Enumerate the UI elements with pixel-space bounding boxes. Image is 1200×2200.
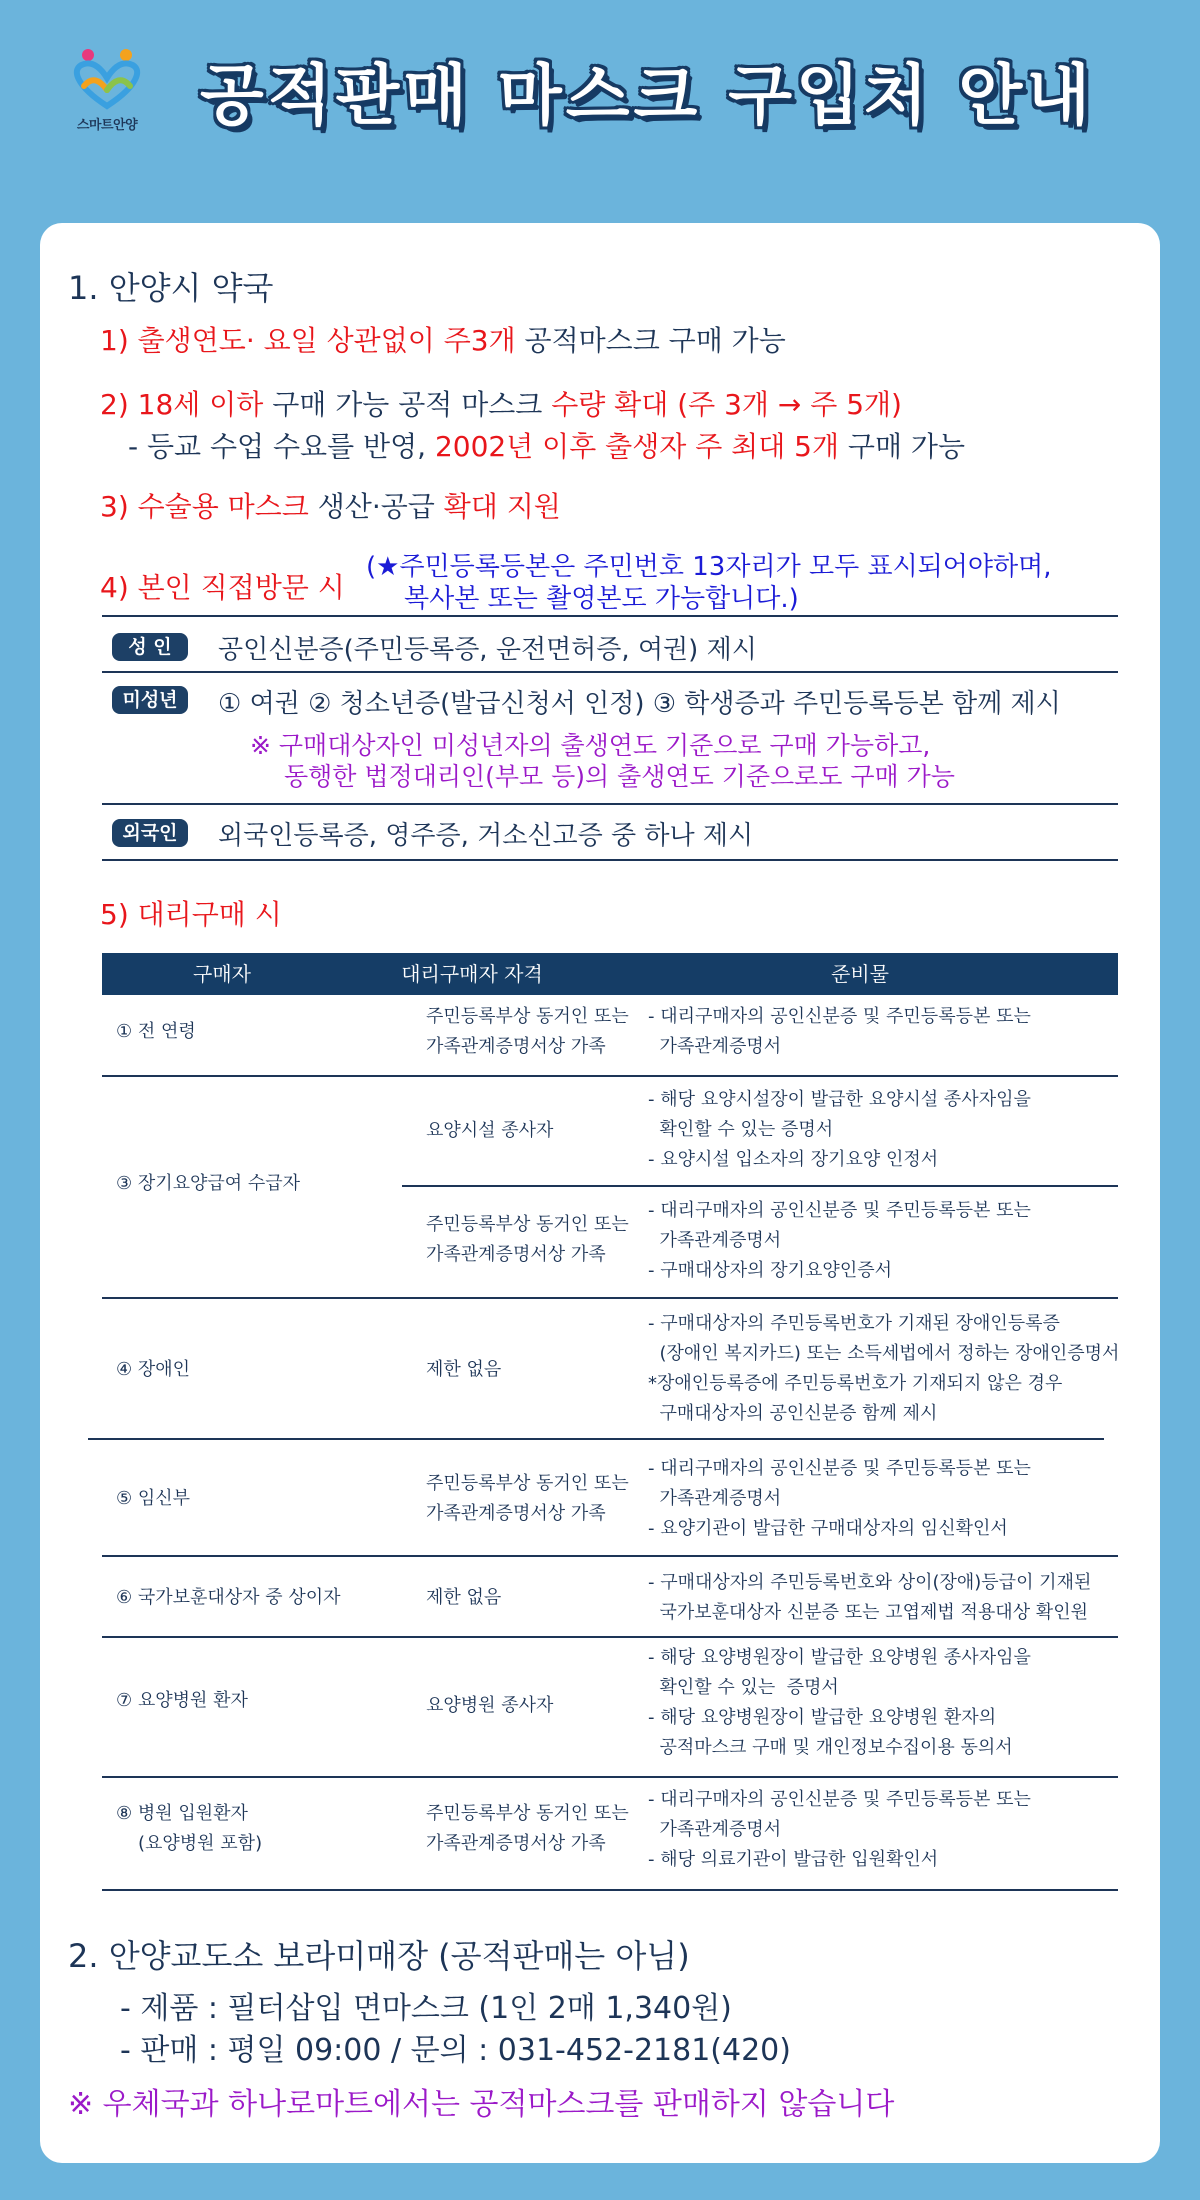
table-row-prep: - 구매대상자의 주민등록번호와 상이(장애)등급이 기재된 국가보훈대상자 신분증 또는 고엽제법 적용대상 확인원 <box>648 1572 1092 1623</box>
logo-text: 스마트안양 <box>76 118 138 133</box>
th-buyer: 구매자 <box>193 962 251 986</box>
table-row-qual: 주민등록부상 동거인 또는 가족관계증명서상 가족 <box>426 1006 629 1057</box>
table-row-qual: 주민등록부상 동거인 또는 가족관계증명서상 가족 <box>426 1803 629 1854</box>
divider <box>102 859 1118 861</box>
table-row-buyer: ⑤ 임신부 <box>116 1488 191 1509</box>
item4-note-line1: (★주민등록등본은 주민번호 13자리가 모두 표시되어야하며, <box>366 552 1052 582</box>
item4-note-line2: 복사본 또는 촬영본도 가능합니다.) <box>404 584 799 614</box>
item2 <box>100 383 902 423</box>
minor-note-line1: ※ 구매대상자인 미성년자의 출생연도 기준으로 구매 가능하고, <box>250 731 931 760</box>
table-row-prep: - 대리구매자의 공인신분증 및 주민등록등본 또는 가족관계증명서 - 구매대상자의 장기요양인증서 <box>648 1200 1031 1281</box>
section2-product: - 제품 : 필터삽입 면마스크 (1인 2매 1,340원) <box>120 1991 732 2026</box>
table-row-buyer: ① 전 연령 <box>116 1021 196 1042</box>
adult-requirement: 공인신분증(주민등록증, 운전면허증, 여권) 제시 <box>218 635 757 665</box>
th-qualification: 대리구매자 자격 <box>401 962 543 986</box>
item2-sub-a: - 등교 수업 수요를 반영, <box>128 430 435 463</box>
item2-quantity: 수량 확대 (주 3개 → 주 5개) <box>551 388 902 421</box>
table-row-prep: - 대리구매자의 공인신분증 및 주민등록등본 또는 가족관계증명서 - 해당 의료기관이 발급한 입원확인서 <box>648 1789 1031 1870</box>
item2-sub-b: 2002년 이후 출생자 주 최대 5개 <box>434 430 840 463</box>
table-row-buyer: ⑧ 병원 입원환자 (요양병원 포함) <box>116 1803 263 1854</box>
item1-text: 공적마스크 구매 가능 <box>515 324 786 357</box>
header <box>0 0 1200 200</box>
section1-title: 1. 안양시 약국 <box>68 269 274 307</box>
th-preparation: 준비물 <box>831 962 889 986</box>
table-row-prep: - 구매대상자의 주민등록번호가 기재된 장애인등록증 (장애인 복지카드) 또는 소득세법에서 정하는 장애인증명서 *장애인등록증에 주민등록번호가 기재되지 않은 경우 구매대상자의 공인신분증 함께 제시 <box>648 1313 1120 1424</box>
item5: 5) 대리구매 시 <box>100 898 282 931</box>
logo-heart-icon <box>66 46 148 116</box>
table-row-prep: - 대리구매자의 공인신분증 및 주민등록등본 또는 가족관계증명서 <box>648 1006 1031 1057</box>
table-row-prep: - 대리구매자의 공인신분증 및 주민등록등본 또는 가족관계증명서 - 요양기관이 발급한 구매대상자의 임신확인서 <box>648 1458 1031 1539</box>
table-row-buyer: ③ 장기요양급여 수급자 <box>116 1173 301 1194</box>
item4-label: 4) 본인 직접방문 시 <box>100 571 345 604</box>
divider <box>102 615 1118 617</box>
foreigner-requirement: 외국인등록증, 영주증, 거소신고증 중 하나 제시 <box>218 821 754 851</box>
table-row-buyer: ⑥ 국가보훈대상자 중 상이자 <box>116 1587 341 1608</box>
minor-note-line2: 동행한 법정대리인(부모 등)의 출생연도 기준으로도 구매 가능 <box>284 762 955 791</box>
minor-requirement: ① 여권 ② 청소년증(발급신청서 인정) ③ 학생증과 주민등록등본 함께 제시 <box>218 689 1061 719</box>
item1 <box>100 319 786 359</box>
badge-foreigner: 외국인 <box>112 819 188 847</box>
item2-text: 구매 가능 공적 마스크 <box>263 388 552 421</box>
table-row-qual: 제한 없음 <box>426 1587 502 1608</box>
content-card <box>40 223 1160 2163</box>
item2-age: 2) 18세 이하 <box>100 388 264 421</box>
divider <box>102 803 1118 805</box>
badge-minor: 미성년 <box>112 686 188 714</box>
table-row-buyer: ④ 장애인 <box>116 1359 191 1380</box>
section2-title: 2. 안양교도소 보라미매장 (공적판매는 아님) <box>68 1937 690 1975</box>
notice: ※ 우체국과 하나로마트에서는 공적마스크를 판매하지 않습니다 <box>68 2087 895 2122</box>
section2-sales: - 판매 : 평일 09:00 / 문의 : 031-452-2181(420) <box>120 2033 791 2068</box>
item3-b: 생산·공급 <box>308 490 444 523</box>
item2-sub <box>128 425 965 465</box>
badge-adult: 성 인 <box>112 633 188 661</box>
table-row-qual: 주민등록부상 동거인 또는 가족관계증명서상 가족 <box>426 1473 629 1524</box>
table-header <box>102 953 1118 995</box>
page-title: 공적판매 마스크 구입처 안내 <box>200 57 1095 134</box>
item3-c: 확대 지원 <box>443 490 561 523</box>
table-row-prep: - 해당 요양시설장이 발급한 요양시설 종사자임을 확인할 수 있는 증명서 - 요양시설 입소자의 장기요양 인정서 <box>648 1089 1031 1170</box>
table-row-prep: - 해당 요양병원장이 발급한 요양병원 종사자임을 확인할 수 있는 증명서 - 해당 요양병원장이 발급한 요양병원 환자의 공적마스크 구매 및 개인정보수집이용 동의서 <box>648 1647 1031 1758</box>
table-row-qual: 요양시설 종사자 <box>426 1120 554 1141</box>
item1-highlight: 1) 출생연도· 요일 상관없이 주3개 <box>100 324 516 357</box>
item3 <box>100 485 561 525</box>
divider <box>102 671 1118 673</box>
table-row-qual: 제한 없음 <box>426 1359 502 1380</box>
table-row-qual: 주민등록부상 동거인 또는 가족관계증명서상 가족 <box>426 1214 629 1265</box>
smart-anyang-logo <box>66 46 148 138</box>
table-row-buyer: ⑦ 요양병원 환자 <box>116 1690 248 1711</box>
item3-a: 3) 수술용 마스크 <box>100 490 309 523</box>
item2-sub-c: 구매 가능 <box>839 430 966 463</box>
table-row-qual: 요양병원 종사자 <box>426 1695 554 1716</box>
